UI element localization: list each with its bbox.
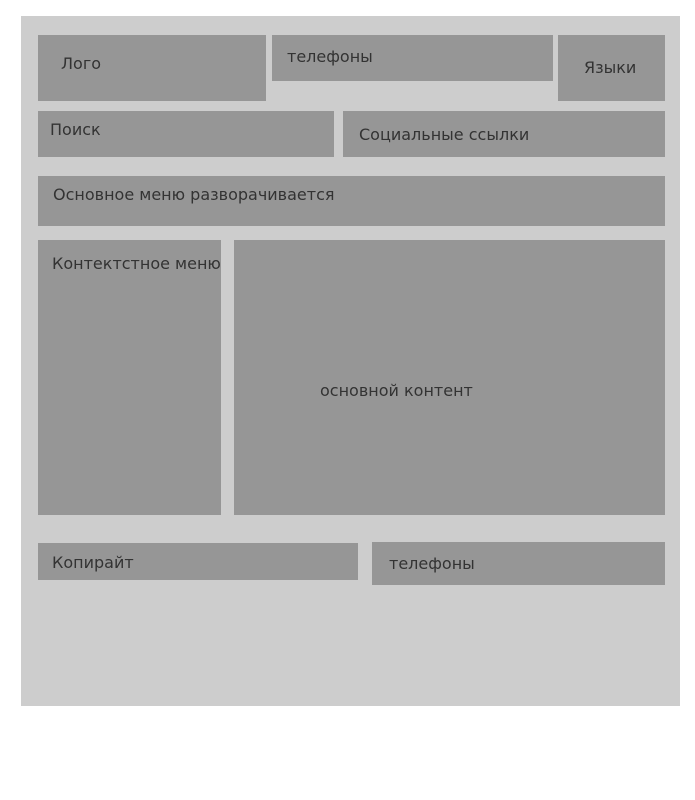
social-links-label: Социальные ссылки [359,125,530,144]
languages-block [558,35,665,101]
main-content-block [234,240,665,515]
footer-phones-label: телефоны [389,554,475,573]
logo-label: Лого [61,54,102,73]
search-label: Поиск [50,120,101,139]
main-menu-block [38,176,665,226]
header-phones-block [272,35,553,81]
copyright-label: Копирайт [52,553,134,572]
copyright-block [38,543,358,580]
header-phones-label: телефоны [287,47,373,66]
search-block [38,111,334,157]
footer-phones-block [372,542,665,585]
context-menu-label: Контектстное меню [52,254,221,273]
main-content-label: основной контент [320,381,473,400]
context-menu-block [38,240,221,515]
languages-label: Языки [584,58,637,77]
logo-block [38,35,266,101]
social-links-block [343,111,665,157]
main-menu-label: Основное меню разворачивается [53,185,335,204]
